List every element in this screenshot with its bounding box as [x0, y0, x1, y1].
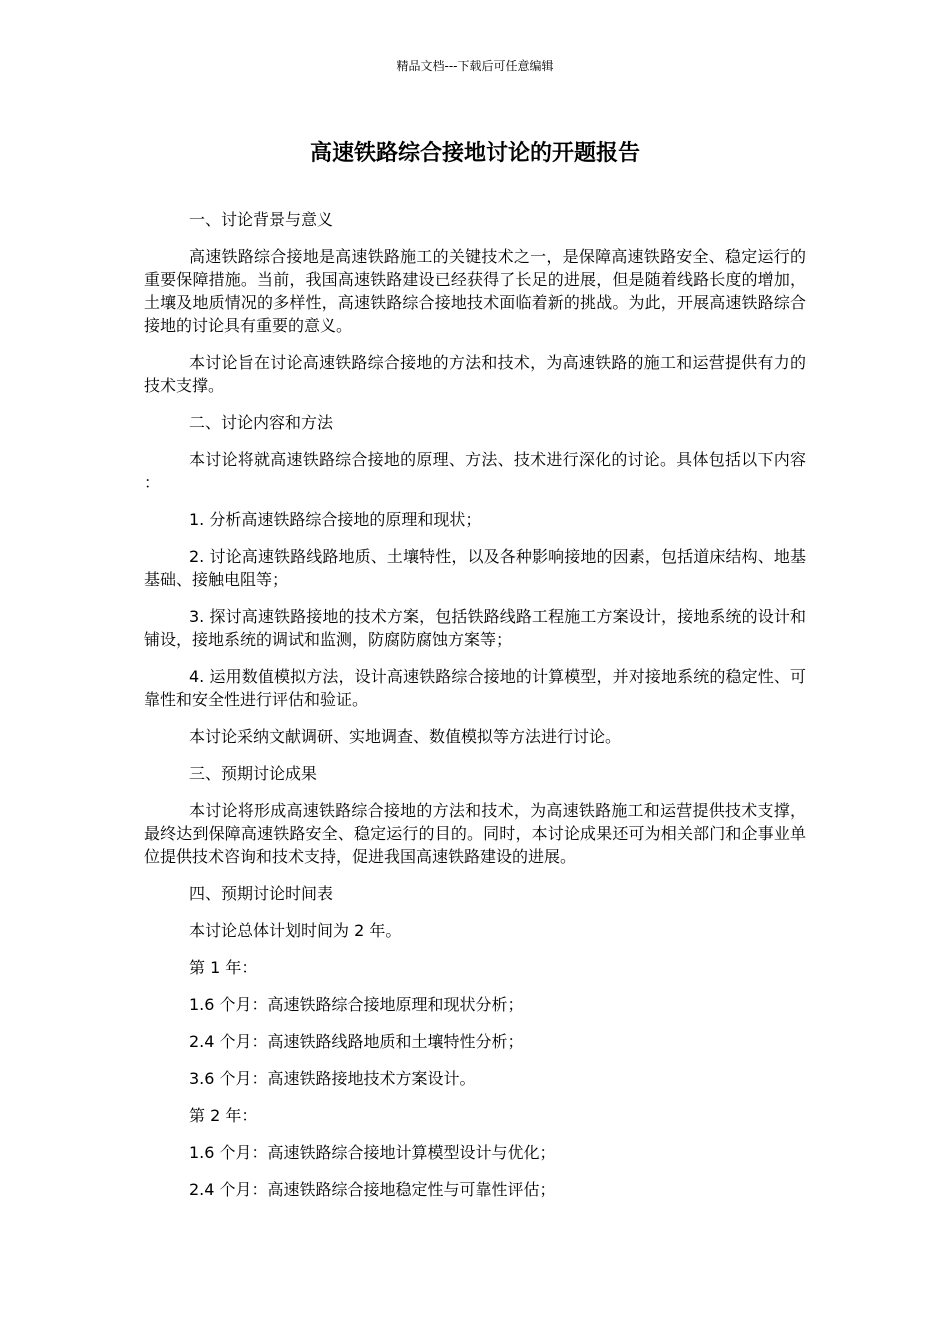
schedule-item: 1.6 个月：高速铁路综合接地计算模型设计与优化；	[189, 1143, 556, 1162]
section-heading-results: 三、预期讨论成果	[189, 764, 318, 783]
paragraph-schedule-total: 本讨论总体计划时间为 2 年。	[189, 921, 402, 940]
schedule-item: 3.6 个月：高速铁路接地技术方案设计。	[189, 1069, 476, 1088]
section-heading-schedule: 四、预期讨论时间表	[189, 884, 334, 903]
list-item-4: 4. 运用数值模拟方法，设计高速铁路综合接地的计算模型，并对接地系统的稳定性、可靠性和安全性进行评估和验证。	[144, 667, 806, 709]
page-header-note: 精品文档---下载后可任意编辑	[396, 59, 554, 73]
schedule-item: 1.6 个月：高速铁路综合接地原理和现状分析；	[189, 995, 524, 1014]
paragraph-content-intro: 本讨论将就高速铁路综合接地的原理、方法、技术进行深化的讨论。具体包括以下内容：	[144, 450, 806, 492]
section-heading-content: 二、讨论内容和方法	[189, 413, 334, 432]
schedule-year-1: 第 1 年：	[189, 958, 258, 977]
document-body	[144, 208, 806, 1215]
schedule-item: 2.4 个月：高速铁路线路地质和土壤特性分析；	[189, 1032, 524, 1051]
paragraph-methods: 本讨论采纳文献调研、实地调查、数值模拟等方法进行讨论。	[189, 727, 622, 746]
paragraph-purpose: 本讨论旨在讨论高速铁路综合接地的方法和技术，为高速铁路的施工和运营提供有力的技术支撑。	[144, 353, 806, 395]
paragraph-background: 高速铁路综合接地是高速铁路施工的关键技术之一，是保障高速铁路安全、稳定运行的重要保障措施。当前，我国高速铁路建设已经获得了长足的进展，但是随着线路长度的增加，土壤及地质情况的多样性，高速铁路综合接地技术面临着新的挑战。为此，开展高速铁路综合接地的讨论具有重要的意义。	[144, 247, 806, 335]
paragraph-results: 本讨论将形成高速铁路综合接地的方法和技术，为高速铁路施工和运营提供技术支撑，最终达到保障高速铁路安全、稳定运行的目的。同时，本讨论成果还可为相关部门和企事业单位提供技术咨询和技术支持，促进我国高速铁路建设的进展。	[144, 801, 806, 866]
list-item-3: 3. 探讨高速铁路接地的技术方案，包括铁路线路工程施工方案设计，接地系统的设计和铺设，接地系统的调试和监测，防腐防腐蚀方案等；	[144, 607, 806, 649]
section-heading-background: 一、讨论背景与意义	[189, 210, 334, 229]
list-item-1: 1. 分析高速铁路综合接地的原理和现状；	[189, 510, 482, 529]
schedule-year-2: 第 2 年：	[189, 1106, 258, 1125]
document-title: 高速铁路综合接地讨论的开题报告	[309, 141, 640, 166]
list-item-2: 2. 讨论高速铁路线路地质、土壤特性，以及各种影响接地的因素，包括道床结构、地基基础、接触电阻等；	[144, 547, 806, 589]
schedule-item: 2.4 个月：高速铁路综合接地稳定性与可靠性评估；	[189, 1180, 556, 1199]
